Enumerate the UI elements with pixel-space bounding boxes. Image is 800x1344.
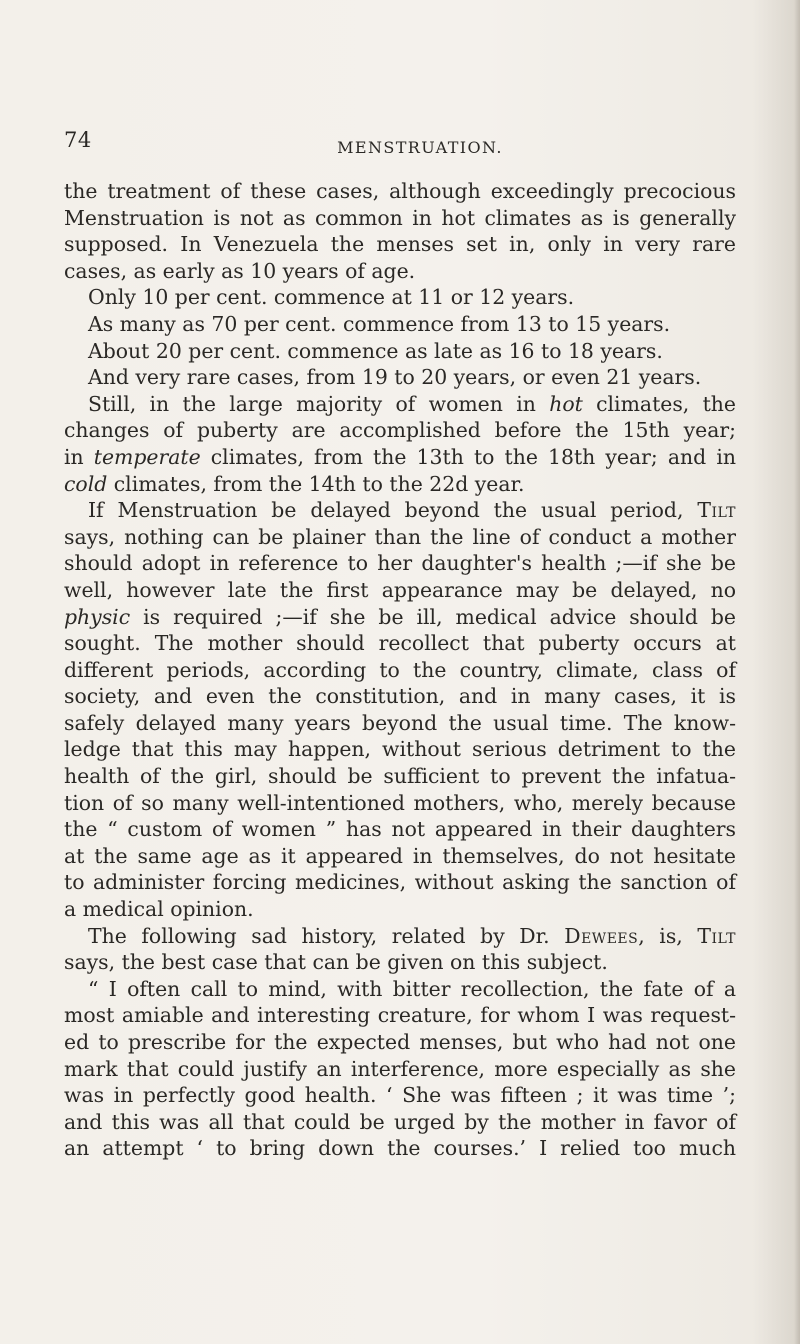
running-head: MENSTRUATION. <box>337 138 503 157</box>
text-line-28: a medical opinion. <box>64 897 254 922</box>
text-line-14: says, nothing can be plainer than the line of conduct a mother <box>64 524 736 549</box>
text-line-33: ed to prescribe for the expected menses, but who had not one <box>64 1030 736 1054</box>
text-line-19: different periods, according to the country, climate, class of <box>64 657 736 682</box>
text-line-21: safely delayed many years beyond the usual time. The know- <box>64 710 736 735</box>
text-line-23: health of the girl, should be sufficient to prevent the infatua- <box>64 764 736 789</box>
text-line-37: an attempt ‘ to bring down the courses.’ I relied too much <box>64 1136 736 1161</box>
text-line-17: physic is required ;—if she be ill, medical advice should be <box>64 604 736 629</box>
text-line-16: well, however late the first appearance may be delayed, no <box>64 577 736 602</box>
text-line-6: As many as 70 per cent. commence from 13 to 15 years. <box>88 311 671 336</box>
text-line-22: ledge that this may happen, without serious detriment to the <box>64 737 736 762</box>
text-line-7: About 20 per cent. commence as late as 16 to 18 years. <box>88 338 663 363</box>
text-line-24: tion of so many well-intentioned mothers, who, merely because <box>64 790 736 815</box>
text-line-35: was in perfectly good health. ‘ She was fifteen ; it was time ’; <box>64 1083 736 1108</box>
text-line-34: mark that could justify an interference, more especially as she <box>64 1056 736 1081</box>
body-text <box>64 178 736 1162</box>
text-line-4: cases, as early as 10 years of age. <box>64 258 416 283</box>
text-line-27: to administer forcing medicines, without asking the sanction of <box>64 870 736 895</box>
page-header <box>64 128 736 162</box>
text-line-1: the treatment of these cases, although exceedingly precocious <box>64 179 736 203</box>
text-line-3: supposed. In Venezuela the menses set in, only in very rare <box>64 232 736 257</box>
text-line-20: society, and even the constitution, and in many cases, it is <box>64 684 736 709</box>
text-line-11: in temperate climates, from the 13th to the 18th year; and in <box>64 444 736 469</box>
text-line-29: The following sad history, related by Dr. Dewees, is, Tilt <box>88 923 736 948</box>
text-line-25: the “ custom of women ” has not appeared in their daughters <box>64 817 736 842</box>
text-line-12: cold climates, from the 14th to the 22d year. <box>64 471 525 496</box>
page-number: 74 <box>64 128 92 152</box>
text-line-10: changes of puberty are accomplished before the 15th year; <box>64 418 736 443</box>
text-line-18: sought. The mother should recollect that puberty occurs at <box>64 631 736 656</box>
text-line-30: says, the best case that can be given on this subject. <box>64 950 608 975</box>
text-line-8: And very rare cases, from 19 to 20 years, or even 21 years. <box>88 365 702 390</box>
text-line-13: If Menstruation be delayed beyond the usual period, Tilt <box>88 498 736 523</box>
text-line-15: should adopt in reference to her daughter's health ;—if she be <box>64 551 736 576</box>
text-line-36: and this was all that could be urged by the mother in favor of <box>64 1109 736 1134</box>
text-line-32: most amiable and interesting creature, for whom I was request- <box>64 1003 736 1028</box>
text-line-9: Still, in the large majority of women in hot climates, the <box>88 391 736 416</box>
page-edge-shadow <box>794 0 800 1344</box>
text-line-5: Only 10 per cent. commence at 11 or 12 years. <box>88 285 575 310</box>
text-line-2: Menstruation is not as common in hot climates as is generally <box>64 205 736 230</box>
text-line-26: at the same age as it appeared in themselves, do not hesitate <box>64 843 736 868</box>
text-line-31: “ I often call to mind, with bitter recollection, the fate of a <box>88 976 736 1001</box>
